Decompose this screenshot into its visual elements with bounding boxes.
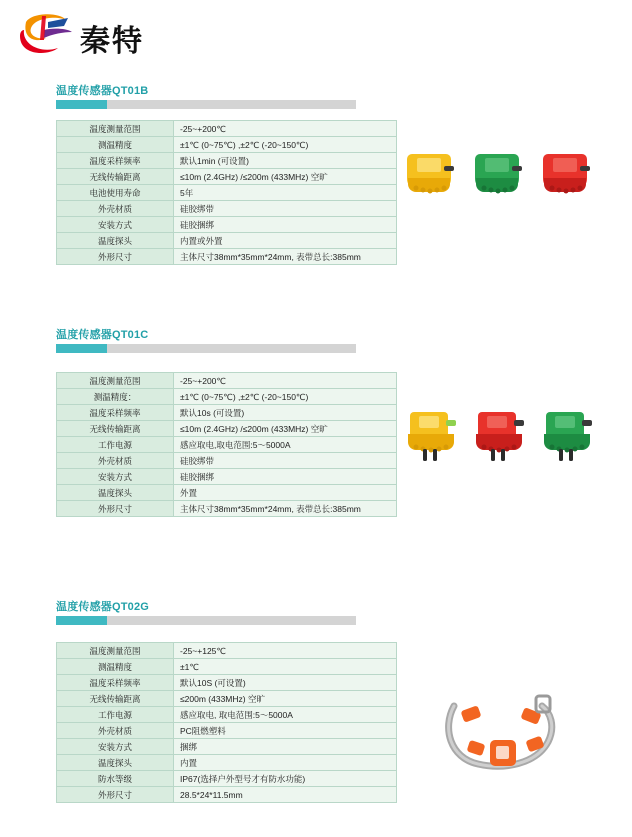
product-image-qt01c-yellow: [400, 402, 462, 468]
spec-value: ±1℃ (0~75℃) ,±2℃ (-20~150℃): [174, 389, 397, 405]
spec-key: 外形尺寸: [57, 249, 174, 265]
table-row: [57, 659, 397, 675]
product-image-qt02g-strap: [432, 690, 568, 774]
spec-value: 内置或外置: [174, 233, 397, 249]
spec-key: 测温精度：: [57, 389, 174, 405]
table-row: [57, 755, 397, 771]
section-divider-accent: [56, 344, 107, 353]
table-row: [57, 121, 397, 137]
spec-value: ±1℃: [174, 659, 397, 675]
spec-key: 温度测量范围: [57, 121, 174, 137]
spec-value: 捆绑: [174, 739, 397, 755]
section-divider-accent: [56, 100, 107, 109]
spec-key: 安装方式: [57, 469, 174, 485]
spec-key: 工作电源: [57, 707, 174, 723]
spec-key: 防水等级: [57, 771, 174, 787]
spec-key: 外壳材质: [57, 201, 174, 217]
table-row: [57, 739, 397, 755]
spec-key: 外壳材质: [57, 723, 174, 739]
spec-key: 安装方式: [57, 739, 174, 755]
spec-value: -25~+200℃: [174, 121, 397, 137]
spec-value: -25~+125℃: [174, 643, 397, 659]
spec-value: 28.5*24*11.5mm: [174, 787, 397, 803]
table-row: [57, 373, 397, 389]
spec-value: ≤10m (2.4GHz) /≤200m (433MHz) 空旷: [174, 421, 397, 437]
table-row: [57, 501, 397, 517]
section-title: 温度传感器QT01B: [56, 85, 149, 97]
spec-key: 外形尺寸: [57, 501, 174, 517]
spec-value: 外置: [174, 485, 397, 501]
spec-value: ±1℃ (0~75℃) ,±2℃ (-20~150℃): [174, 137, 397, 153]
section-divider-bar: [56, 616, 356, 625]
table-row: [57, 787, 397, 803]
spec-table-qt01c: [56, 372, 397, 517]
spec-table-qt02g: [56, 642, 397, 803]
table-row: [57, 485, 397, 501]
table-row: [57, 153, 397, 169]
spec-key: 温度探头: [57, 755, 174, 771]
spec-value: 内置: [174, 755, 397, 771]
table-row: [57, 469, 397, 485]
spec-value: 主体尺寸38mm*35mm*24mm, 表带总长:385mm: [174, 501, 397, 517]
table-row: [57, 405, 397, 421]
spec-value: ≤10m (2.4GHz) /≤200m (433MHz) 空旷: [174, 169, 397, 185]
spec-value: 硅胶绑带: [174, 201, 397, 217]
spec-key: 温度探头: [57, 485, 174, 501]
spec-key: 电池使用寿命: [57, 185, 174, 201]
spec-key: 温度测量范围: [57, 373, 174, 389]
section-title: 温度传感器QT02G: [56, 601, 150, 613]
spec-value: ≤200m (433MHz) 空旷: [174, 691, 397, 707]
spec-value: 默认1min (可设置): [174, 153, 397, 169]
spec-value: 5年: [174, 185, 397, 201]
spec-value: -25~+200℃: [174, 373, 397, 389]
product-image-qt01c-green: [536, 402, 598, 468]
spec-key: 无线传输距离: [57, 169, 174, 185]
product-image-qt01c-red: [468, 402, 530, 468]
spec-key: 安装方式: [57, 217, 174, 233]
product-image-qt01b-green: [468, 144, 530, 206]
table-row: [57, 169, 397, 185]
spec-value: 默认10s (可设置): [174, 405, 397, 421]
section-title: 温度传感器QT01C: [56, 329, 149, 341]
spec-value: 硅胶捆绑: [174, 217, 397, 233]
table-row: [57, 389, 397, 405]
table-row: [57, 217, 397, 233]
table-row: [57, 707, 397, 723]
table-row: [57, 201, 397, 217]
table-row: [57, 249, 397, 265]
product-image-qt01b-yellow: [400, 144, 462, 206]
table-row: [57, 643, 397, 659]
swoosh-logo-icon: [18, 10, 74, 60]
section-divider-accent: [56, 616, 107, 625]
section-divider-bar: [56, 100, 356, 109]
table-row: [57, 421, 397, 437]
table-row: [57, 453, 397, 469]
table-row: [57, 675, 397, 691]
table-row: [57, 691, 397, 707]
spec-key: 无线传输距离: [57, 421, 174, 437]
spec-value: 硅胶捆绑: [174, 469, 397, 485]
spec-value: 感应取电, 取电范围:5～5000A: [174, 707, 397, 723]
spec-key: 温度测量范围: [57, 643, 174, 659]
spec-key: 温度采样频率: [57, 153, 174, 169]
spec-key: 外壳材质: [57, 453, 174, 469]
table-row: [57, 723, 397, 739]
spec-key: 外形尺寸: [57, 787, 174, 803]
spec-value: 感应取电,取电范围:5～5000A: [174, 437, 397, 453]
brand-name: 秦特: [80, 24, 144, 59]
brand-header: [18, 8, 278, 66]
spec-key: 测温精度: [57, 137, 174, 153]
spec-table-qt01b: [56, 120, 397, 265]
spec-value: IP67(选择户外型号才有防水功能): [174, 771, 397, 787]
spec-value: 硅胶绑带: [174, 453, 397, 469]
spec-key: 测温精度: [57, 659, 174, 675]
spec-key: 无线传输距离: [57, 691, 174, 707]
spec-value: 默认10S (可设置): [174, 675, 397, 691]
spec-value: 主体尺寸38mm*35mm*24mm, 表带总长:385mm: [174, 249, 397, 265]
spec-key: 温度采样频率: [57, 675, 174, 691]
spec-key: 工作电源: [57, 437, 174, 453]
table-row: [57, 185, 397, 201]
table-row: [57, 137, 397, 153]
product-image-qt01b-red: [536, 144, 598, 206]
table-row: [57, 437, 397, 453]
section-divider-bar: [56, 344, 356, 353]
table-row: [57, 233, 397, 249]
spec-key: 温度采样频率: [57, 405, 174, 421]
spec-value: PC阻燃塑料: [174, 723, 397, 739]
spec-key: 温度探头: [57, 233, 174, 249]
table-row: [57, 771, 397, 787]
